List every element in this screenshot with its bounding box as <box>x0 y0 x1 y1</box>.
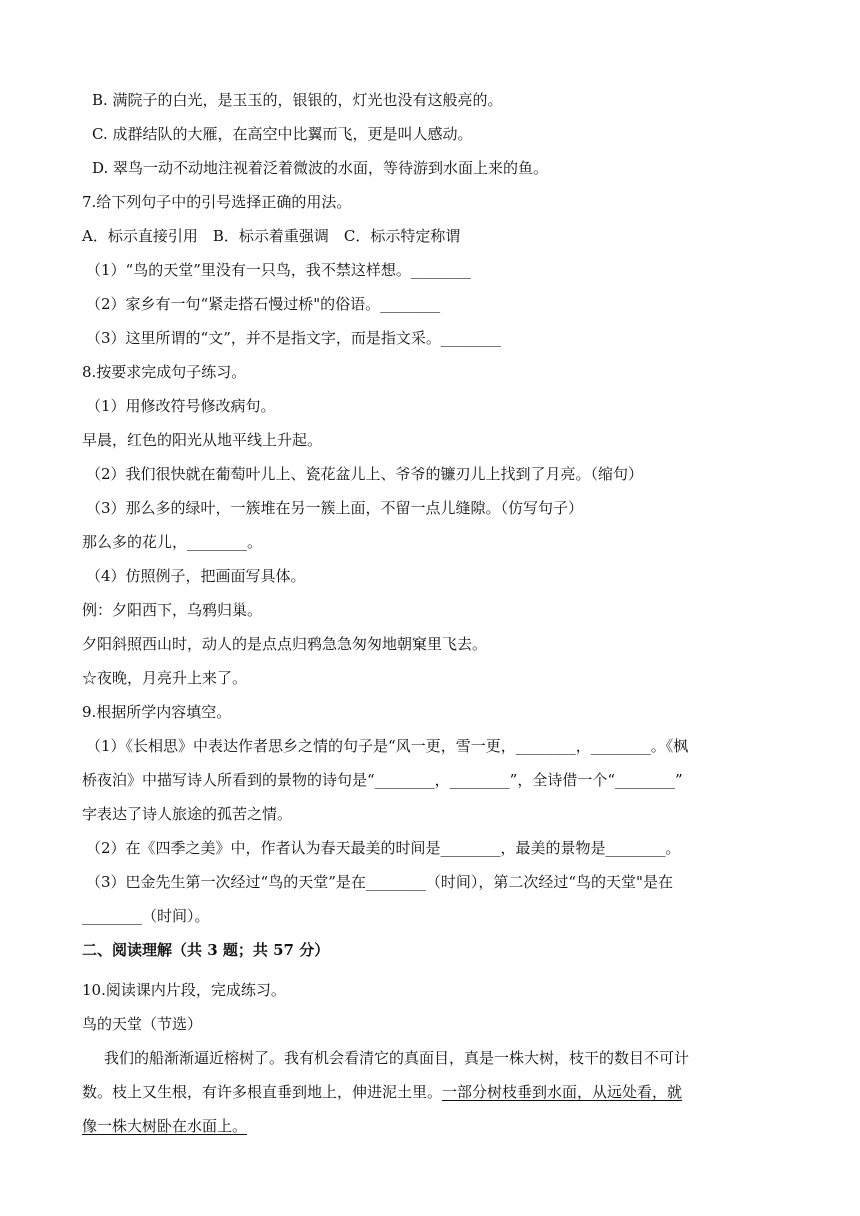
question-8-item-4: （4）仿照例子，把画面写具体。 <box>86 567 306 585</box>
question-7-item-2: （2）家乡有一句“紧走搭石慢过桥"的俗语。________ <box>86 295 441 313</box>
question-7-item-3: （3）这里所谓的“文”，并不是指文字，而是指文采。________ <box>86 329 501 347</box>
question-8-item-1: （1）用修改符号修改病句。 <box>86 397 276 415</box>
question-8-title: 8.按要求完成句子练习。 <box>82 363 247 381</box>
question-9-item-3-line-2: ________（时间）。 <box>82 907 210 925</box>
question-8-example: 例：夕阳西下，乌鸦归巢。 <box>82 601 263 619</box>
question-7-options: A．标示直接引用 B．标示着重强调 C．标示特定称谓 <box>82 227 461 245</box>
underlined-sentence-part-2: 像一株大树卧在水面上。 <box>82 1117 248 1135</box>
question-9-item-2: （2）在《四季之美》中，作者认为春天最美的时间是________，最美的景物是________。 <box>86 839 681 857</box>
passage-title: 鸟的天堂（节选） <box>82 1015 203 1033</box>
passage-line-1: 我们的船渐渐逼近榕树了。我有机会看清它的真面目，真是一株大树，枝干的数目不可计 <box>104 1049 690 1067</box>
option-c: C. 成群结队的大雁，在高空中比翼而飞，更是叫人感动。 <box>92 125 473 143</box>
question-8-item-3: （3）那么多的绿叶，一簇堆在另一簇上面，不留一点儿缝隙。（仿写句子） <box>86 499 584 517</box>
question-9-item-1-line-2: 桥夜泊》中描写诗人所看到的景物的诗句是“________，________”，全诗借一个“________” <box>82 771 683 789</box>
question-7-item-1: （1）“鸟的天堂”里没有一只鸟，我不禁这样想。________ <box>86 261 471 279</box>
option-d: D. 翠鸟一动不动地注视着泛着微波的水面，等待游到水面上来的鱼。 <box>92 159 549 177</box>
question-9-item-1-line-1: （1）《长相思》中表达作者思乡之情的句子是“风一更，雪一更，________，________。《枫 <box>86 737 689 755</box>
question-10-title: 10.阅读课内片段，完成练习。 <box>82 981 286 999</box>
passage-line-3 <box>82 1116 247 1136</box>
underlined-sentence-part-1: 一部分树枝垂到水面，从远处看，就 <box>442 1083 683 1101</box>
question-9-item-3-line-1: （3）巴金先生第一次经过“鸟的天堂”是在________（时间），第二次经过“鸟的天堂"是在 <box>86 873 673 891</box>
option-b: B. 满院子的白光，是玉玉的，银银的，灯光也没有这般亮的。 <box>92 91 503 109</box>
passage-line-2 <box>82 1082 682 1102</box>
question-8-imitation: 那么多的花儿，________。 <box>82 533 263 551</box>
passage-text: 数。枝上又生根，有许多根直垂到地上，伸进泥土里。 <box>82 1083 443 1101</box>
question-8-task: ☆夜晚，月亮升上来了。 <box>82 669 248 687</box>
question-9-title: 9.根据所学内容填空。 <box>82 703 232 721</box>
question-8-example-expanded: 夕阳斜照西山时，动人的是点点归鸦急急匆匆地朝窠里飞去。 <box>82 635 488 653</box>
question-9-item-1-line-3: 字表达了诗人旅途的孤苦之情。 <box>82 805 293 823</box>
question-8-item-2: （2）我们很快就在葡萄叶儿上、瓷花盆儿上、爷爷的镰刃儿上找到了月亮。（缩句） <box>86 465 644 483</box>
question-8-sentence-1: 早晨，红色的阳光从地平线上升起。 <box>82 431 323 449</box>
question-7-title: 7.给下列句子中的引号选择正确的用法。 <box>82 193 352 211</box>
section-2-heading: 二、阅读理解（共 3 题；共 57 分） <box>82 941 330 959</box>
